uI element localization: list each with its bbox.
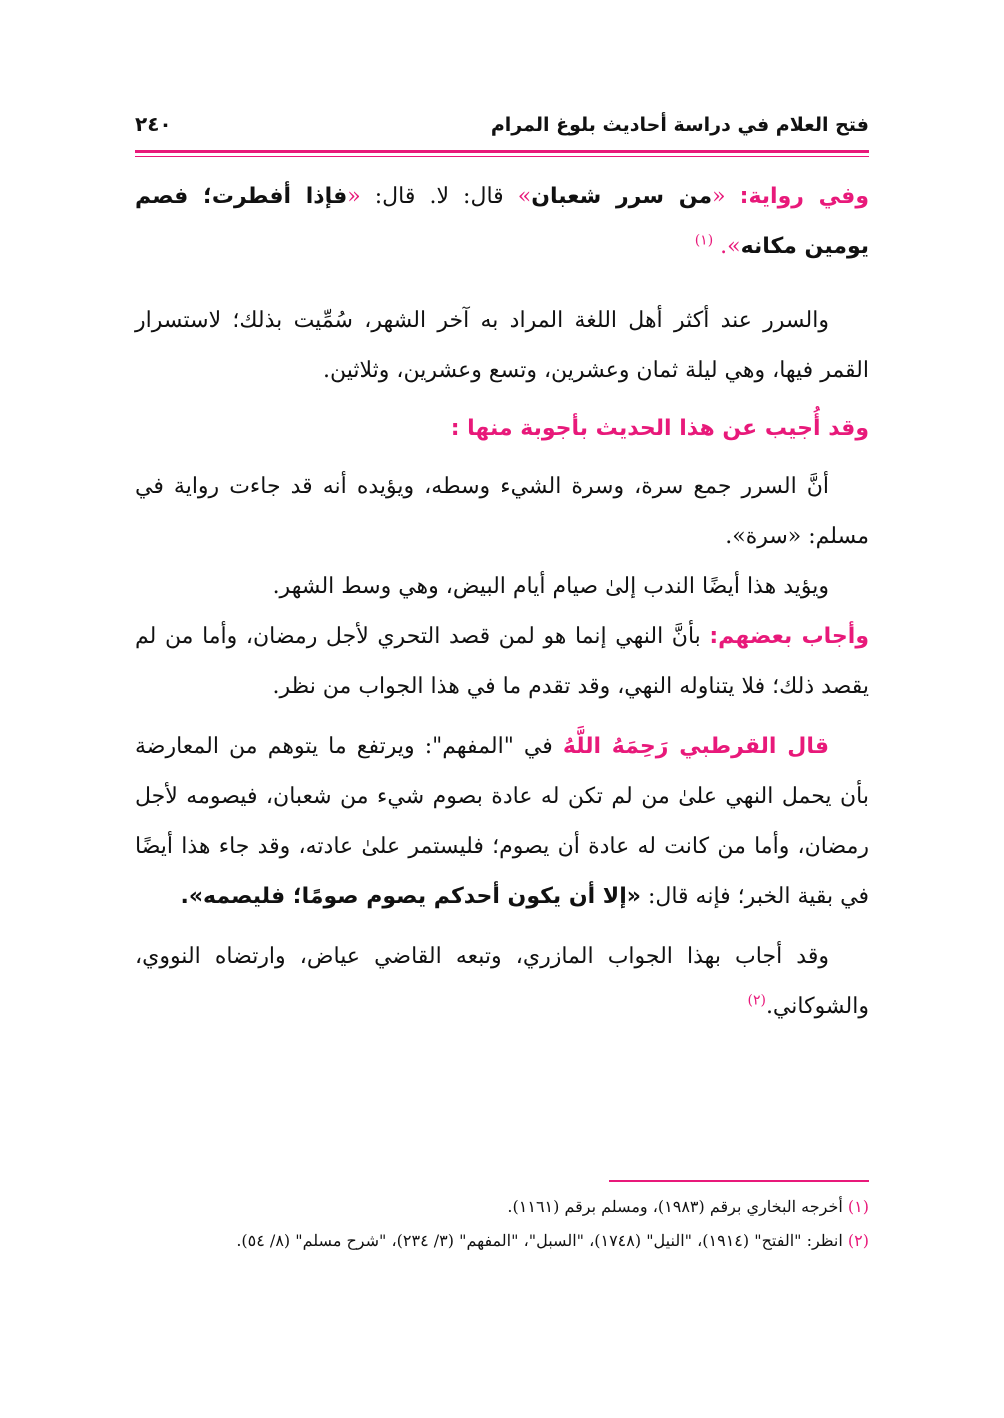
paragraph-qurtubi <box>135 722 869 922</box>
page-number: ٢٤٠ <box>135 112 172 136</box>
paragraph-answer-2: ويؤيد هذا أيضًا الندب إلىٰ صيام أيام البيض، وهي وسط الشهر. <box>272 574 829 599</box>
footnotes <box>135 1190 869 1258</box>
quote-mark: ». <box>720 234 741 259</box>
footnote-number: (١) <box>847 1197 869 1216</box>
paragraph-text: قال: لا. قال: <box>360 184 504 209</box>
answer-label: وأجاب بعضهم: <box>709 624 870 649</box>
header-rule-thin <box>135 156 869 157</box>
quote-mark: » <box>517 184 532 209</box>
header-rule-thick <box>135 150 869 153</box>
footnote-text: انظر: "الفتح" (١٩١٤)، "النيل" (١٧٤٨)، "السبل"، "المفهم" (٣/ ٢٣٤)، "شرح مسلم" (٨/ ٥٤). <box>236 1231 848 1250</box>
hadith-quote: من سرر شعبان <box>531 184 713 209</box>
main-text <box>135 172 869 1032</box>
book-title: فتح العلام في دراسة أحاديث بلوغ المرام <box>490 114 869 136</box>
riwaya-label: وفي رواية: <box>739 184 869 209</box>
footnote-rule <box>609 1180 869 1182</box>
hadith-quote: «إلا أن يكون أحدكم يصوم صومًا؛ فليصمه». <box>180 884 641 909</box>
running-header <box>135 110 869 142</box>
paragraph-text: في "المفهم": ويرتفع ما يتوهم من المعارضة بأن يحمل النهي علىٰ من لم تكن له عادة بصوم شيء من شعبان، فيصومه لأجل رمضان، وأما من كانت له عادة أن يصوم؛ فليستمر علىٰ عادته، وقد جاء هذا أيضًا في بقية الخبر؛ فإنه قال: <box>135 734 870 909</box>
paragraph-maziri <box>135 932 869 1032</box>
footnote-1 <box>135 1190 869 1224</box>
paragraph-answer-3 <box>135 612 869 712</box>
footnote-ref[interactable]: (١) <box>694 232 714 249</box>
footnote-2 <box>135 1224 869 1258</box>
qurtubi-label: قال القرطبي رَحِمَهُ اللَّهُ <box>562 734 830 759</box>
paragraph-text: بأنَّ النهي إنما هو لمن قصد التحري لأجل رمضان، وأما من لم يقصد ذلك؛ فلا يتناوله النهي، وقد تقدم ما في هذا الجواب من نظر. <box>135 624 869 699</box>
footnote-ref[interactable]: (٢) <box>747 992 766 1009</box>
paragraph-riwaya <box>135 172 869 272</box>
quote-mark: « <box>347 184 361 209</box>
footnote-number: (٢) <box>847 1231 869 1250</box>
quote-mark: « <box>712 184 726 209</box>
hadith-quote: فإذا أفطرت؛ فصم يومين مكانه <box>135 184 869 259</box>
paragraph-text: وقد أجاب بهذا الجواب المازري، وتبعه القاضي عياض، وارتضاه النووي، والشوكاني. <box>135 944 869 1019</box>
paragraph-answer-1: أنَّ السرر جمع سرة، وسرة الشيء وسطه، ويؤيده أنه قد جاءت رواية في مسلم: «سرة». <box>135 474 869 549</box>
paragraph-sarar: والسرر عند أكثر أهل اللغة المراد به آخر الشهر، سُمِّيت بذلك؛ لاستسرار القمر فيها، وهي ليلة ثمان وعشرين، وتسع وعشرين، وثلاثين. <box>135 308 869 383</box>
footnote-text: أخرجه البخاري برقم (١٩٨٣)، ومسلم برقم (١١٦١). <box>507 1197 848 1216</box>
section-heading: وقد أُجيب عن هذا الحديث بأجوبة منها : <box>450 416 869 441</box>
